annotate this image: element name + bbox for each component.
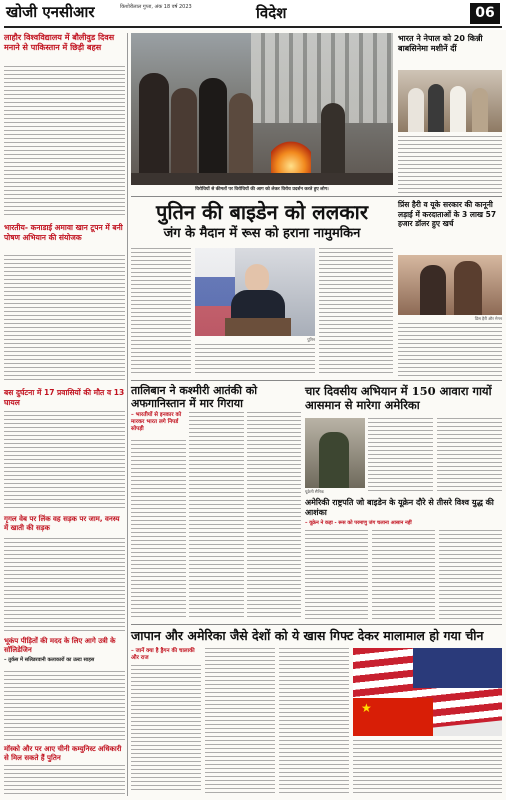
main-story-body-col1 bbox=[131, 248, 191, 376]
left-story-3-body bbox=[4, 411, 125, 511]
left-story-2-body bbox=[4, 255, 125, 383]
person-silhouette bbox=[229, 93, 253, 185]
left-story-4-headline: गृगल वेब पर लिंक वह सड़क पर जाम, वनस्य में खाती की सड़क bbox=[4, 515, 120, 532]
main-story-body-under-photo bbox=[195, 344, 315, 376]
ukraine-subhead: – यूक्रेन ने कहा - रूस को परमाणु जंग चलाना आसान नहीं bbox=[305, 520, 412, 526]
china-flag-star: ★ bbox=[361, 701, 372, 715]
protest-photo-caption: विरोधियों से कीमतों पर विरोधियों की आग को लेकर विरोध प्रदर्शन करते हुए लोग। bbox=[195, 187, 329, 192]
section-title: विदेश bbox=[256, 4, 287, 22]
harry-photo-caption: प्रिंस हैरी और मेगन bbox=[474, 316, 502, 321]
person-silhouette bbox=[472, 88, 488, 132]
fire-flame bbox=[271, 138, 311, 178]
india-nepal-headline: भारत ने नेपाल को 20 किन्नी बाबसिनेमा मशीनें दीं bbox=[398, 34, 483, 53]
taliban-body-col3 bbox=[247, 412, 301, 620]
japan-headline: जापान और अमेरिका जैसे देशों को ये खास गिफ्ट देकर मालामाल हो गया चीन bbox=[131, 628, 484, 643]
cows-body-col1 bbox=[368, 418, 433, 493]
left-story-6-body bbox=[4, 765, 125, 795]
flags-photo bbox=[353, 648, 502, 736]
ukraine-body-col1 bbox=[305, 530, 368, 620]
person-silhouette bbox=[454, 261, 482, 315]
protest-photo bbox=[131, 33, 393, 185]
japan-body-col3 bbox=[279, 648, 349, 793]
us-flag-canton bbox=[413, 648, 502, 688]
main-headline-1: पुतिन की बाइडेन को ललकार bbox=[155, 200, 369, 224]
left-story-1-headline: लाहौर विश्वविद्यालय में बौलीवुड दिवस मनाने से पाकिस्तान में छिड़ी बहस bbox=[4, 33, 115, 52]
lower-rule bbox=[131, 380, 502, 381]
masthead-meta: किशोरीलाल गुप्ता, अंक 18 वर्ष 2023 bbox=[120, 4, 192, 10]
harry-photo bbox=[398, 255, 502, 315]
left-column-divider bbox=[127, 33, 128, 796]
left-story-1-body bbox=[4, 66, 125, 216]
left-story-5-headline: भूकंप पीड़ितों की मदद के लिए आगे उत्री के सॉलिडेजिन bbox=[4, 637, 116, 654]
soldier-photo-caption: यूक्रेनी सैनिक bbox=[305, 489, 324, 494]
masthead-rule bbox=[4, 26, 502, 28]
podium bbox=[225, 318, 291, 336]
taliban-headline: तालिबान ने कश्मीरी आतंकी को अफगानिस्तान में मार गिराया bbox=[131, 384, 258, 410]
left-story-5-body bbox=[4, 671, 125, 741]
putin-head bbox=[245, 264, 269, 292]
left-story-3-headline: बस दुर्घटना में 17 प्रवासियों की मौत व 13 घायल bbox=[4, 388, 125, 407]
main-story-top-rule bbox=[131, 196, 502, 197]
left-story-2-headline: भारतीय- कनाडाई अमावा खान टूपन में बनी पोषण अभियान की संयोजक bbox=[4, 223, 123, 242]
main-headline-2: जंग के मैदान में रूस को हराना नामुमकिन bbox=[163, 226, 361, 241]
person-silhouette bbox=[171, 88, 197, 185]
person-silhouette bbox=[408, 88, 424, 132]
harry-headline: प्रिंस हैरी व यूके सरकार की कानूनी लड़ाई में करदाताओं के 3 लाख 57 हजार डॉलर हुए खर्च bbox=[398, 200, 497, 228]
india-nepal-photo bbox=[398, 70, 502, 132]
ukraine-body-col2 bbox=[372, 530, 435, 620]
taliban-body-col2 bbox=[189, 412, 244, 620]
japan-body-col4 bbox=[353, 740, 502, 793]
harry-body bbox=[398, 323, 502, 376]
person-silhouette bbox=[199, 78, 227, 185]
japan-subhead: – जानें क्या है ड्रैगन की चालाकी और राज bbox=[131, 648, 195, 661]
india-nepal-body bbox=[398, 136, 502, 198]
cows-headline: चार दिवसीय अभियान में 150 आवारा गायों आसमान से मारेगा अमेरिका bbox=[305, 384, 492, 412]
ukraine-body-col3 bbox=[439, 530, 502, 620]
japan-body-col2 bbox=[205, 648, 275, 793]
left-story-5-subhead: – तुर्कस में सलिडरवानी कलाकारों का उल्टा साहस bbox=[4, 657, 95, 663]
page-number: 06 bbox=[470, 3, 500, 24]
left-column bbox=[4, 33, 125, 796]
person-silhouette bbox=[139, 73, 169, 185]
putin-photo-caption: पुतिन bbox=[307, 337, 315, 342]
person-silhouette bbox=[450, 86, 466, 132]
bottom-rule bbox=[131, 624, 502, 625]
person-silhouette bbox=[428, 84, 444, 132]
japan-body-col1 bbox=[131, 665, 201, 793]
ground bbox=[131, 173, 393, 185]
person-silhouette bbox=[420, 265, 446, 315]
main-story-body-col3 bbox=[319, 248, 393, 376]
masthead-left-title: खोजी एनसीआर bbox=[6, 3, 95, 21]
putin-photo bbox=[195, 248, 315, 336]
soldier-photo bbox=[305, 418, 365, 488]
cows-body-col2 bbox=[437, 418, 502, 493]
left-story-6-headline: मॉस्को और पर आए चीनी कम्युनिस्ट अधिकारी से मिल सकते हैं पुतिन bbox=[4, 745, 122, 762]
taliban-body-col1 bbox=[131, 440, 186, 620]
left-story-4-body bbox=[4, 538, 125, 633]
ukraine-headline: अमेरिकी राष्ट्रपति जो बाइडेन के यूक्रेन दौरे से तीसरे विश्व युद्ध की आशंका bbox=[305, 498, 494, 517]
soldier-silhouette bbox=[319, 432, 349, 488]
masthead bbox=[0, 0, 506, 30]
taliban-subhead: – भारतीयों से इनकार को मारकर भारत लगे निपर्ड सोपड़ी bbox=[131, 412, 182, 432]
